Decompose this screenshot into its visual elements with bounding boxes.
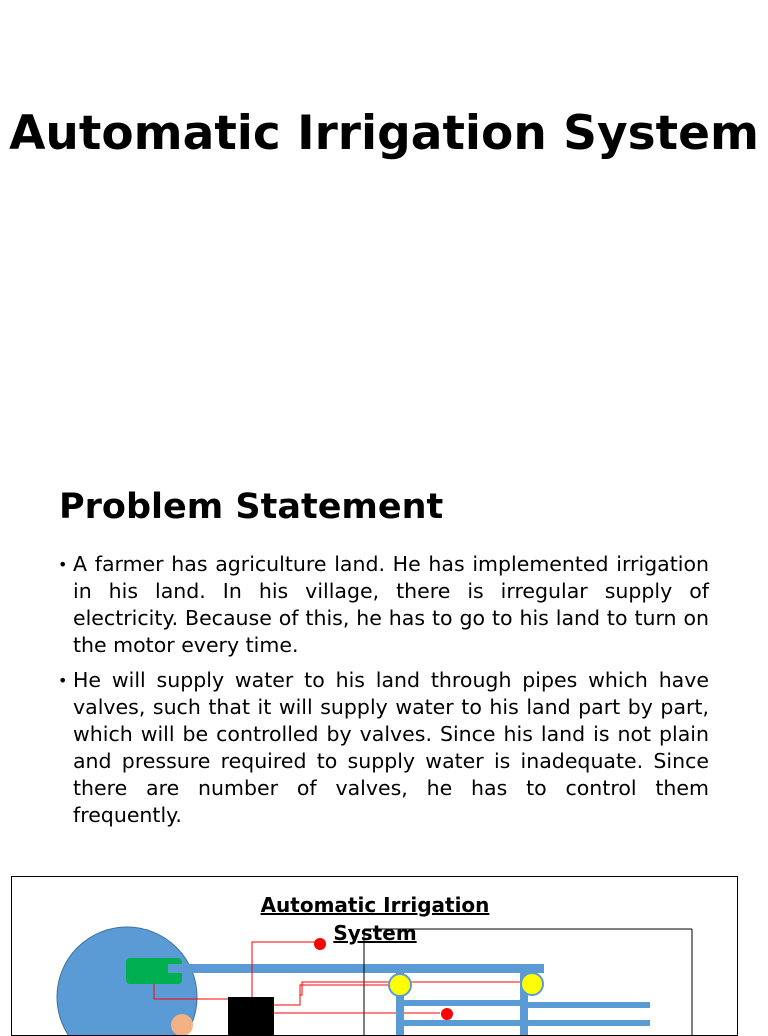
bullet-marker: • [58,671,68,690]
wire [274,985,400,1005]
bullet-list [58,551,709,837]
diagram-title: Automatic Irrigation System [260,893,490,945]
branch-pipe [528,1002,650,1008]
section-heading: Problem Statement [59,487,444,527]
branch-pipe [404,1020,520,1026]
bullet-marker: • [58,555,68,574]
valve [521,973,543,995]
valve [389,974,411,996]
branch-pipe [528,1020,650,1026]
bullet-text: A farmer has agriculture land. He has implemented irrigation in his land. In his village, there is irregular supply of electricity. Because of this, he has to go to his land to turn on the motor every time. [73,552,709,657]
main-pipe [168,964,544,973]
slide-diagram [11,876,738,1036]
branch-pipe [404,1000,520,1006]
page-title: Automatic Irrigation System [9,106,759,161]
motor-box [228,997,274,1036]
bullet-item [58,551,709,659]
sensor [441,1008,453,1020]
junction-node [171,1014,193,1036]
bullet-item [58,667,709,829]
bullet-text: He will supply water to his land through pipes which have valves, such that it will supply water to his land part by part, which will be controlled by valves. Since his land is not plain and pressure required to supply water is inadequate. Since there are number of valves, he has to control them frequently. [73,668,709,827]
